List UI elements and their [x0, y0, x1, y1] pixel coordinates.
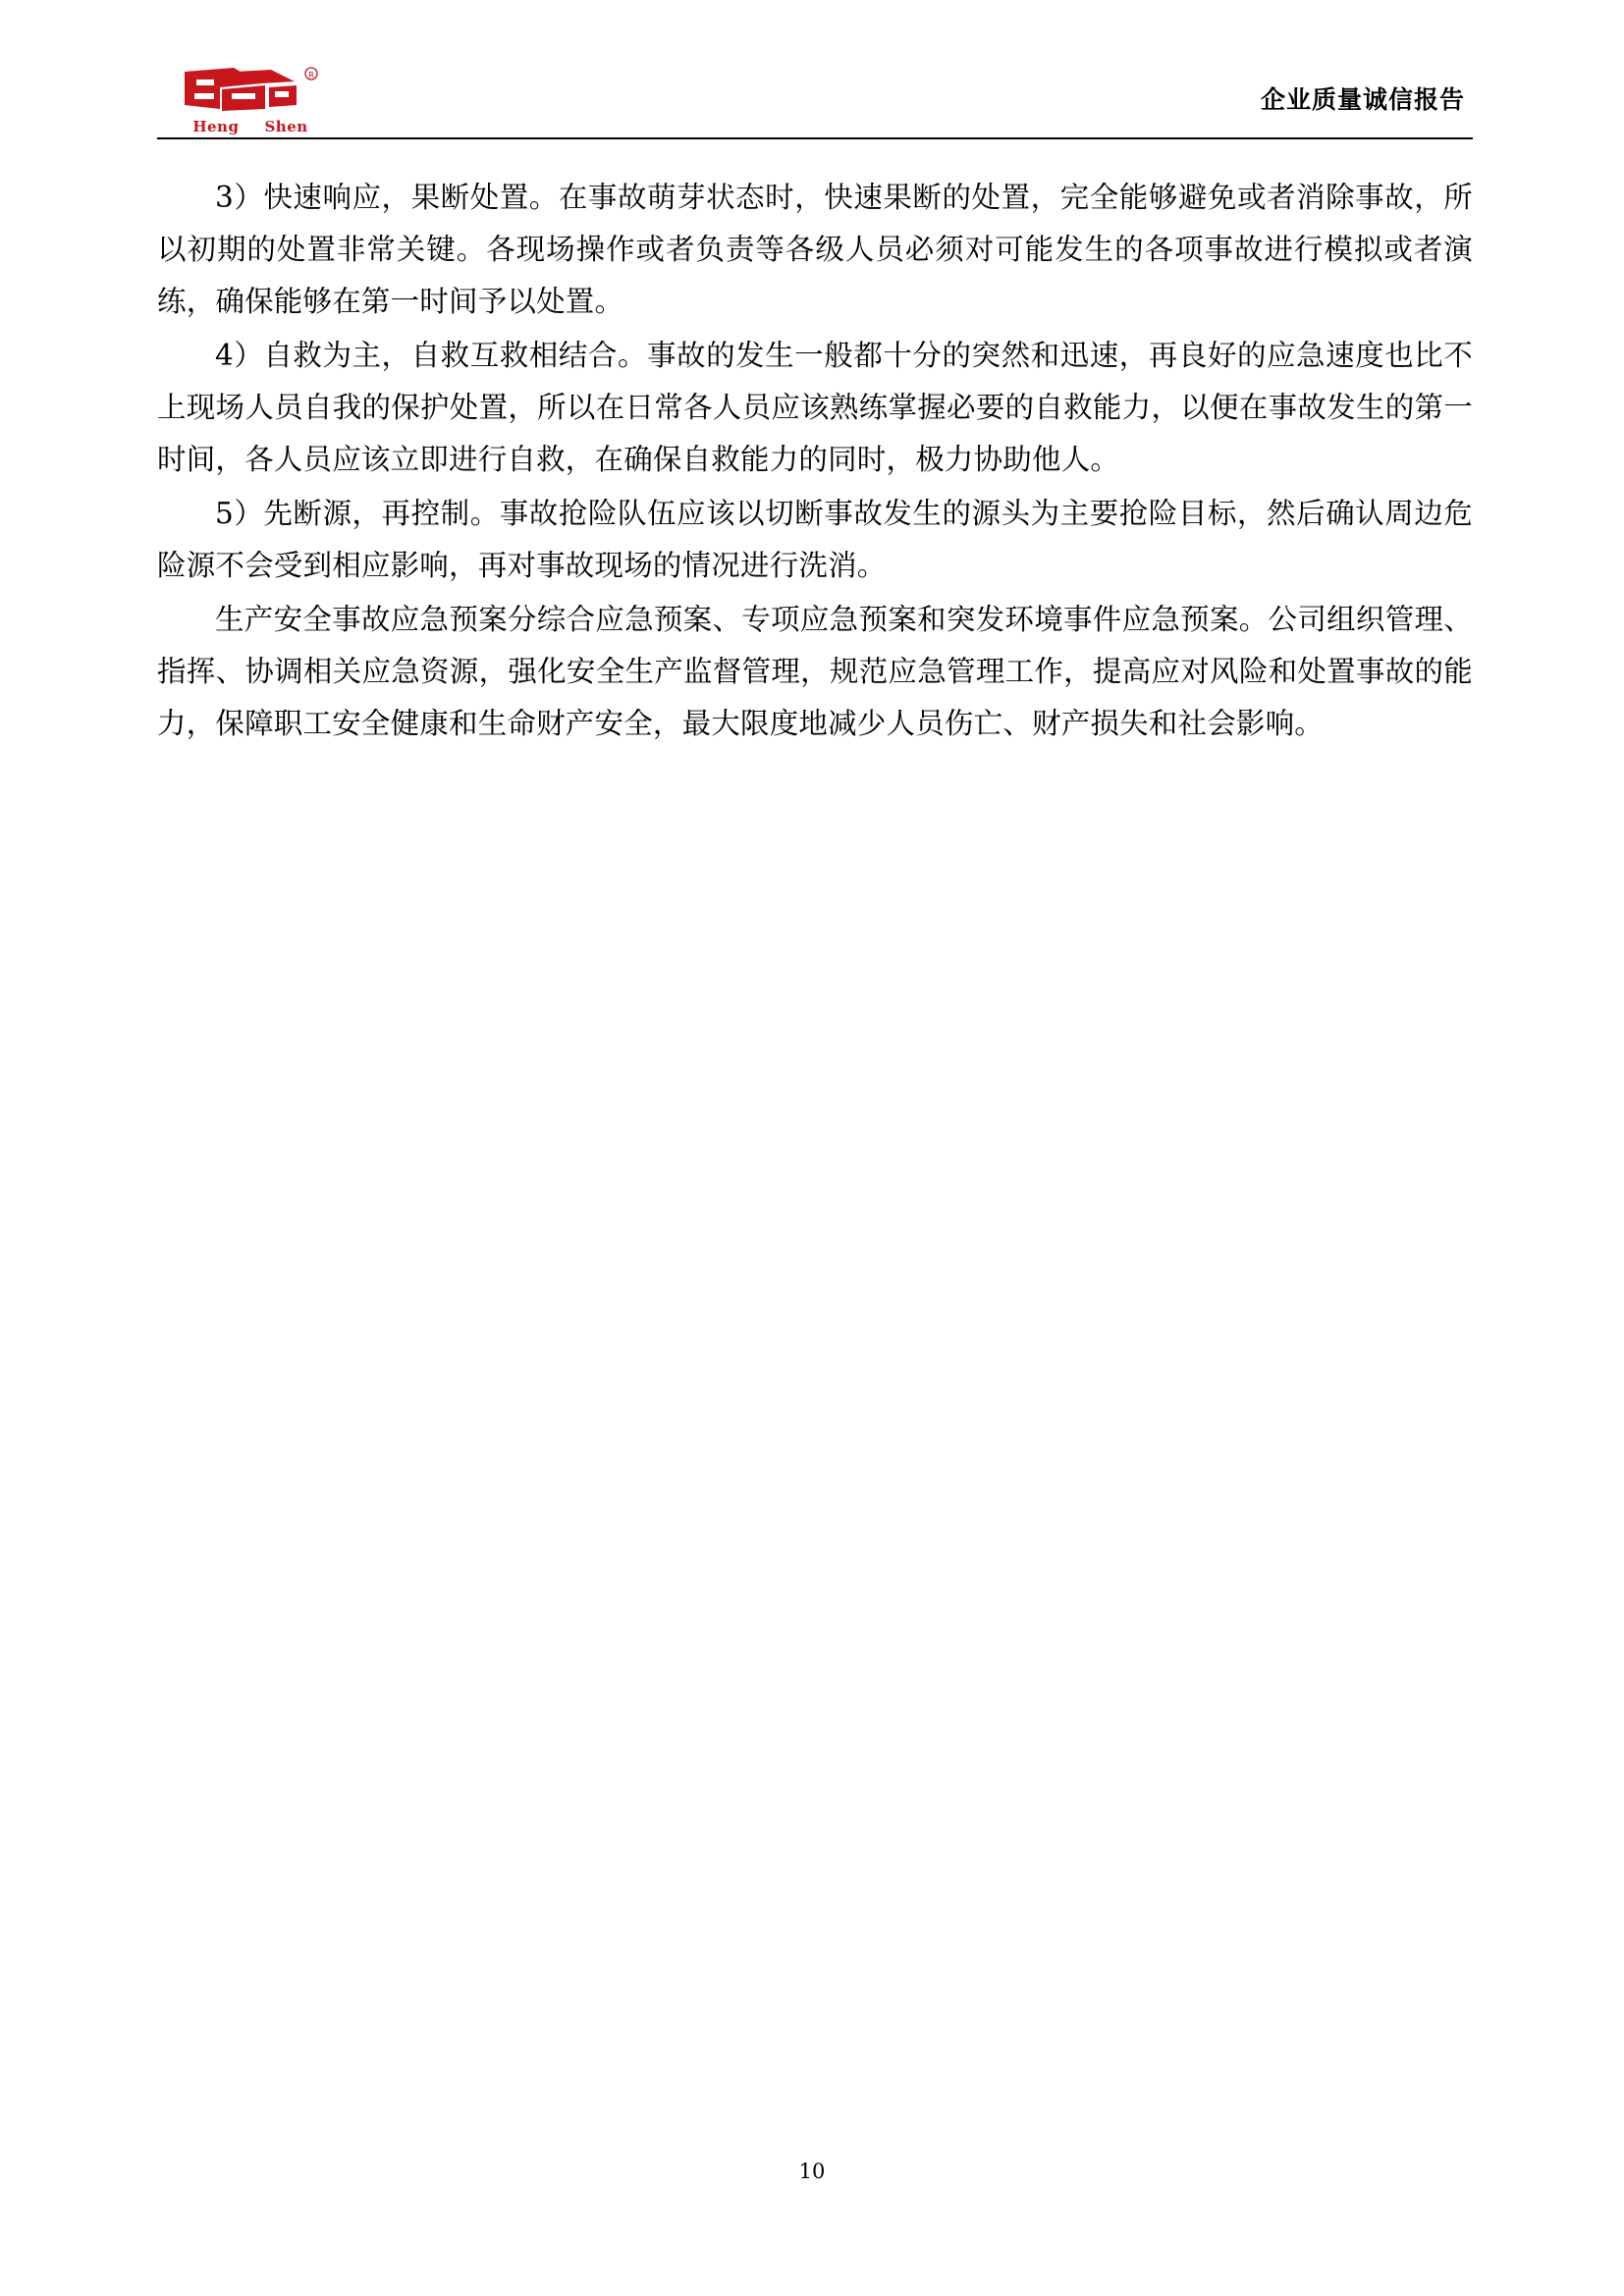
- document-body: [157, 172, 1473, 752]
- svg-text:R: R: [308, 70, 314, 80]
- hengshen-logo-icon: [177, 62, 324, 117]
- logo-word-heng: Heng: [192, 117, 240, 135]
- paragraph: 5）先断源，再控制。事故抢险队伍应该以切断事故发生的源头为主要抢险目标，然后确认周边危险源不会受到相应影响，再对事故现场的情况进行洗消。: [157, 497, 1473, 582]
- company-logo: [157, 62, 344, 135]
- paragraph: 4）自救为主，自救互救相结合。事故的发生一般都十分的突然和迅速，再良好的应急速度也比不上现场人员自我的保护处置，所以在日常各人员应该熟练掌握必要的自救能力，以便在事故发生的第一时间，各人员应该立即进行自救，在确保自救能力的同时，极力协助他人。: [157, 339, 1473, 476]
- paragraph: 3）快速响应，果断处置。在事故萌芽状态时，快速果断的处置，完全能够避免或者消除事故，所以初期的处置非常关键。各现场操作或者负责等各级人员必须对可能发生的各项事故进行模拟或者演练，确保能够在第一时间予以处置。: [157, 181, 1473, 318]
- page-header: [157, 54, 1473, 142]
- logo-wordmark: [192, 118, 307, 135]
- paragraph: 生产安全事故应急预案分综合应急预案、专项应急预案和突发环境事件应急预案。公司组织管理、指挥、协调相关应急资源，强化安全生产监督管理，规范应急管理工作，提高应对风险和处置事故的能力，保障职工安全健康和生命财产安全，最大限度地减少人员伤亡、财产损失和社会影响。: [157, 603, 1473, 740]
- page-number: 10: [798, 2160, 826, 2183]
- logo-word-shen: Shen: [264, 117, 308, 135]
- header-title: 企业质量诚信报告: [1260, 85, 1465, 114]
- header-divider: [157, 137, 1473, 139]
